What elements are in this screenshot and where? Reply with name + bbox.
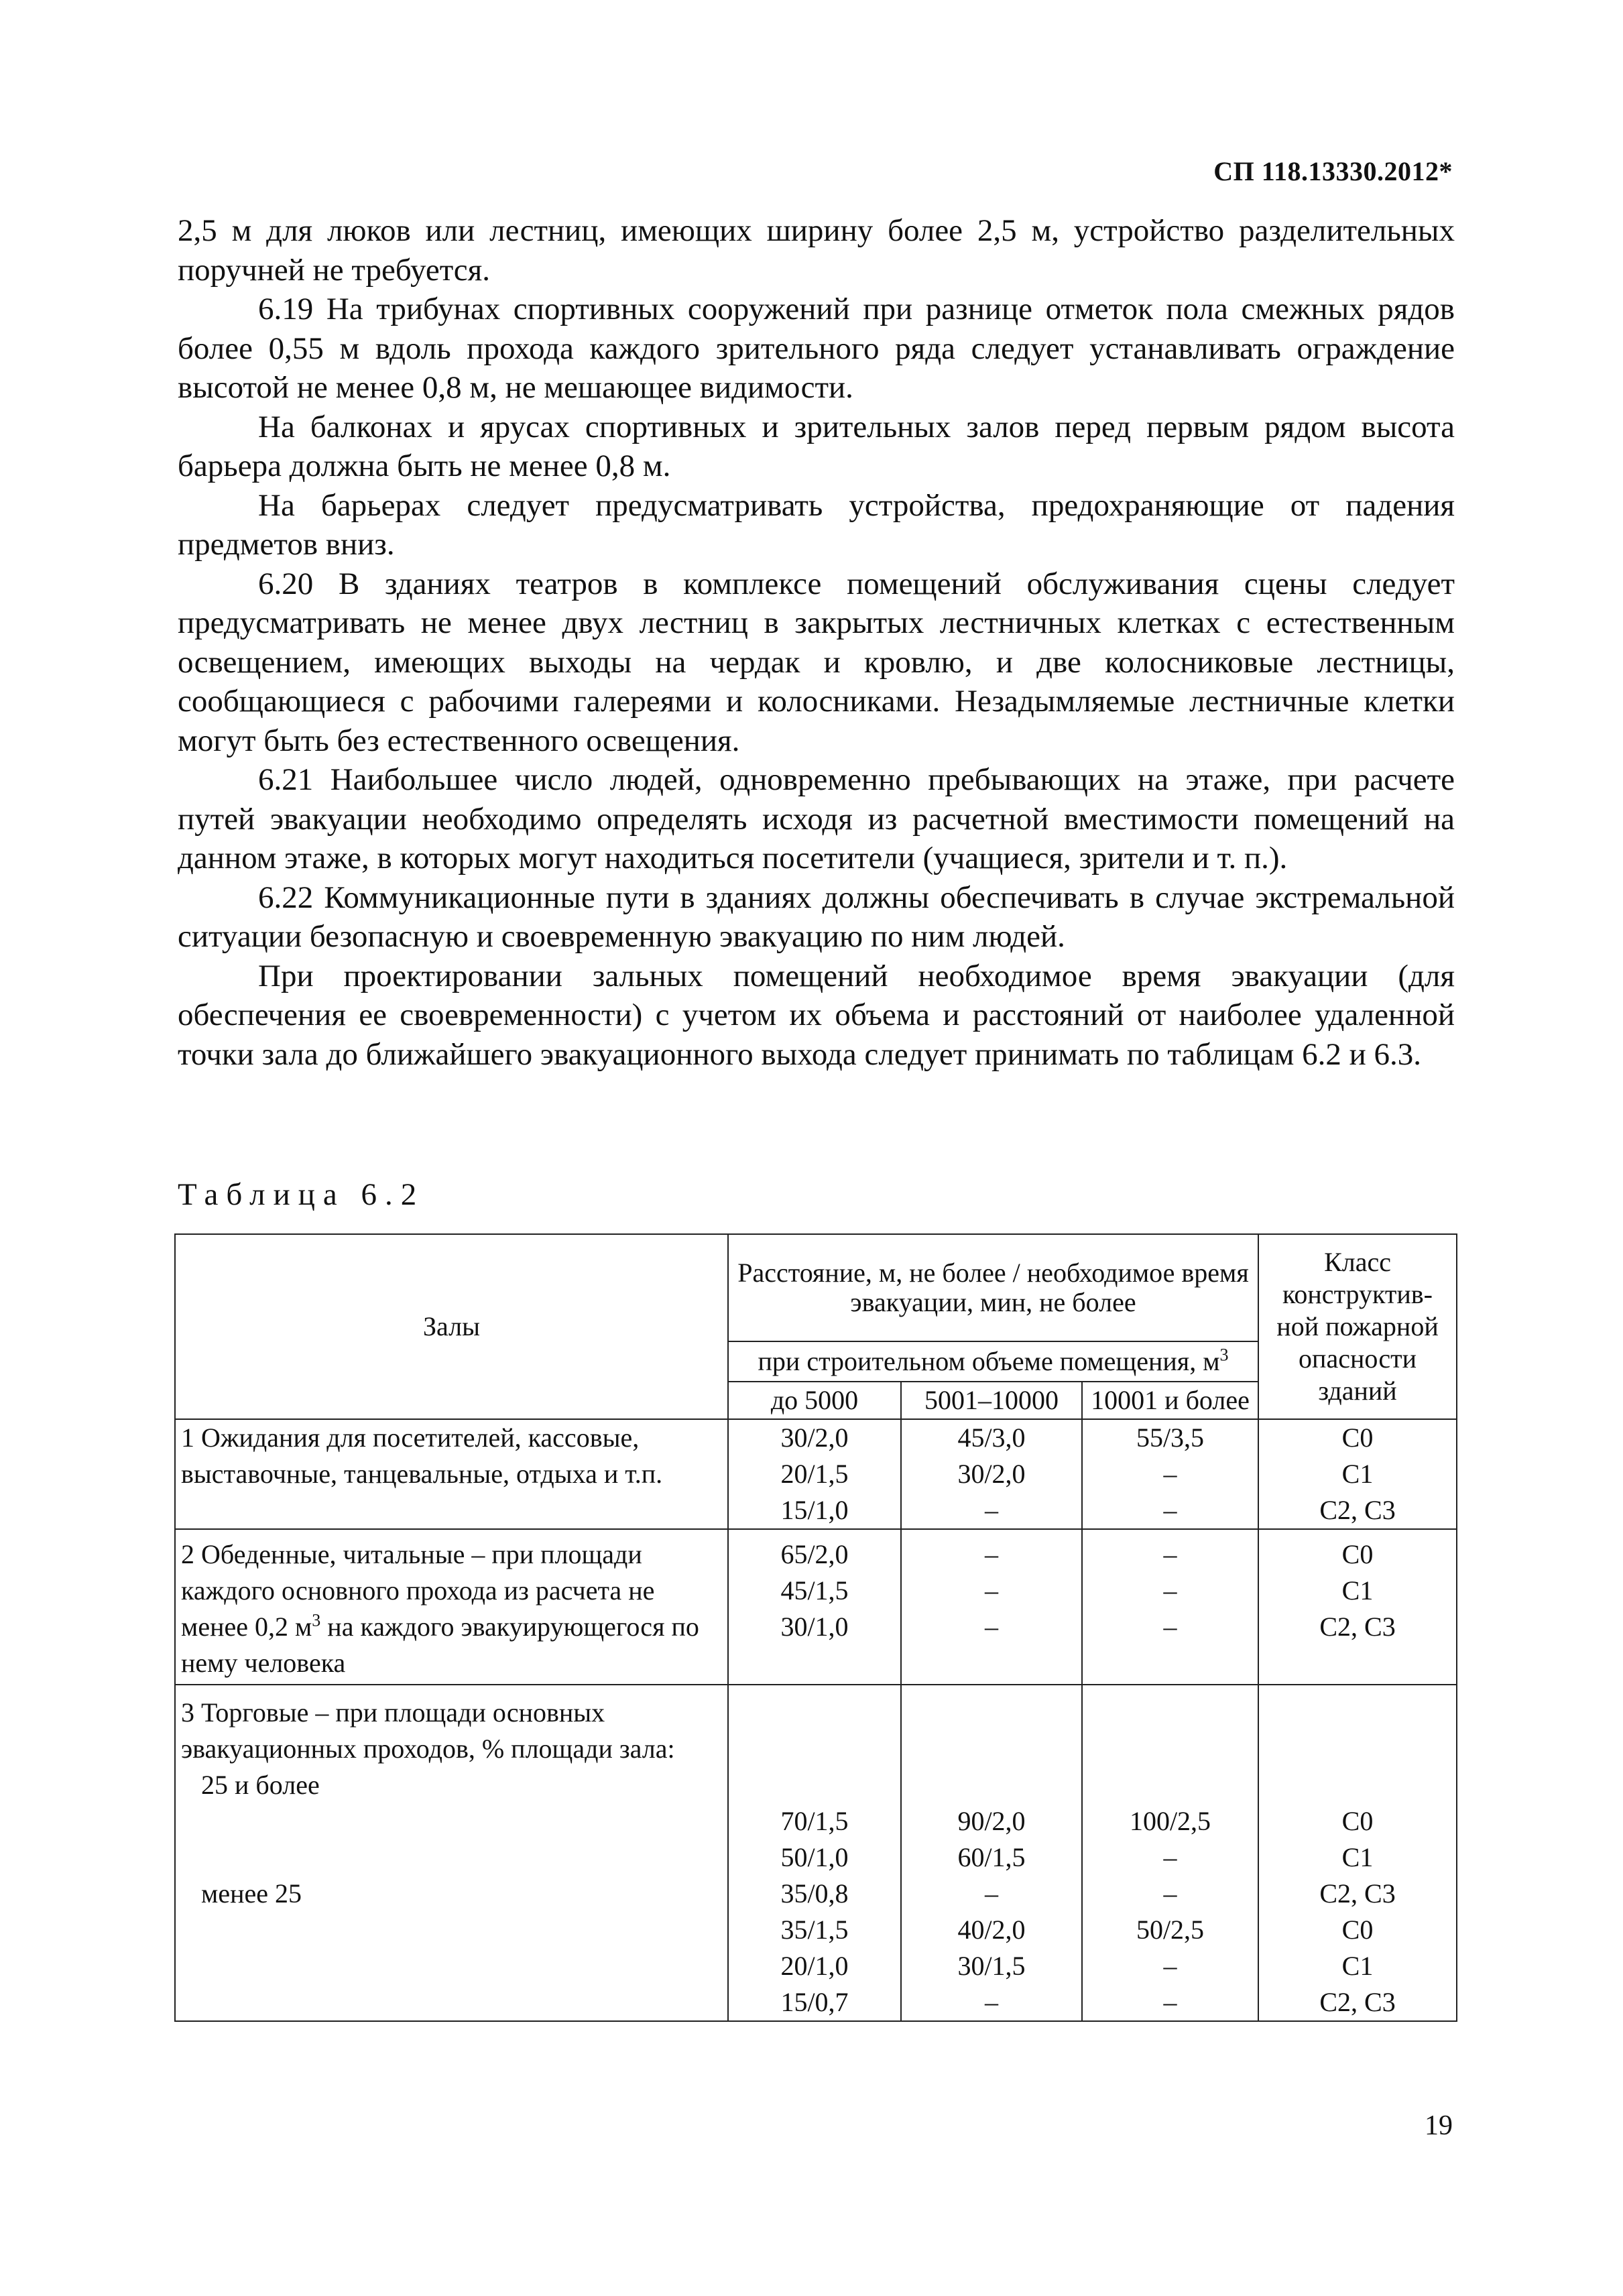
paragraph: 6.20 В зданиях театров в комплексе помещений обслуживания сцены следует предусматривать не менее двух лестниц в закрытых лестничных клетках с естественным освещением, имеющих выходы на чердак и кровлю, и две колосниковые лестницы, сообщающиеся с рабочими галереями и колосниками. Незадымляемые лестничные клетки могут быть без естественного освещения. bbox=[178, 566, 1455, 758]
paragraph: 6.21 Наибольшее число людей, одновременно пребывающих на этаже, при расчете путей эвакуации необходимо определять исходя из расчетной вместимости помещений на данном этаже, в которых могут находиться посетители (учащиеся, зрители и т. п.). bbox=[178, 762, 1455, 875]
row-label: 1 Ожидания для посетителей, кассовые, выставочные, танцевальные, отдыха и т.п. bbox=[175, 1419, 728, 1529]
cell: 100/2,5 – – 50/2,5 – – bbox=[1082, 1685, 1258, 2021]
cell: С0 С1 С2, С3 bbox=[1258, 1419, 1457, 1529]
table-title: Таблица 6.2 bbox=[178, 1177, 425, 1212]
header-distance: Расстояние, м, не более / необходимое время эвакуации, мин, не более bbox=[728, 1234, 1258, 1341]
page-number: 19 bbox=[1425, 2110, 1453, 2141]
table-header-row bbox=[175, 1234, 1457, 1341]
cell: – – – bbox=[901, 1529, 1082, 1685]
paragraph: При проектировании зальных помещений необходимое время эвакуации (для обеспечения ее своевременности) с учетом их объема и расстояний от наиболее удаленной точки зала до ближайшего эвакуационного выхода следует принимать по таблицам 6.2 и 6.3. bbox=[178, 958, 1455, 1072]
paragraph: На балконах и ярусах спортивных и зрительных залов перед первым рядом высота барьера должна быть не менее 0,8 м. bbox=[178, 409, 1455, 483]
cell: 65/2,0 45/1,5 30/1,0 bbox=[728, 1529, 901, 1685]
header-volume: при строительном объеме помещения, $м^3$ bbox=[728, 1341, 1258, 1382]
cell: С0 С1 С2, С3 bbox=[1258, 1529, 1457, 1685]
header-col-10001-plus: 10001 и более bbox=[1082, 1382, 1258, 1419]
paragraph: 2,5 м для люков или лестниц, имеющих ширину более 2,5 м, устройство разделительных поручней не требуется. bbox=[178, 213, 1455, 288]
cell: – – – bbox=[1082, 1529, 1258, 1685]
cell: С0 С1 С2, С3 С0 С1 С2, С3 bbox=[1258, 1685, 1457, 2021]
cell: 70/1,5 50/1,0 35/0,8 35/1,5 20/1,0 15/0,7 bbox=[728, 1685, 901, 2021]
row-label: 3 Торговые – при площади основных эвакуационных проходов, % площади зала: 25 и более менее 25 bbox=[175, 1685, 728, 2021]
sub-label: 25 и более bbox=[201, 1770, 320, 1800]
cell: 45/3,0 30/2,0 – bbox=[901, 1419, 1082, 1529]
cell: 30/2,0 20/1,5 15/1,0 bbox=[728, 1419, 901, 1529]
table-row bbox=[175, 1685, 1457, 2021]
table-row bbox=[175, 1529, 1457, 1685]
header-halls: Залы bbox=[175, 1234, 728, 1419]
sub-label: менее 25 bbox=[201, 1878, 302, 1909]
evacuation-table bbox=[174, 1233, 1457, 2022]
header-col-5001-10000: 5001–10000 bbox=[901, 1382, 1082, 1419]
document-code: СП 118.13330.2012* bbox=[1213, 156, 1453, 186]
paragraph: На барьерах следует предусматривать устройства, предохраняющие от падения предметов вниз. bbox=[178, 487, 1455, 562]
header-fire-class: Класс конструктив-ной пожарной опасности зданий bbox=[1258, 1234, 1457, 1419]
body-text bbox=[178, 211, 1455, 1074]
row-label: 2 Обеденные, читальные – при площади каждого основного прохода из расчета не менее 0,2 $м^3$ на каждого эвакуирующегося по нему человека bbox=[175, 1529, 728, 1685]
header-col-up-to-5000: до 5000 bbox=[728, 1382, 901, 1419]
paragraph: 6.19 На трибунах спортивных сооружений при разнице отметок пола смежных рядов более 0,55 м вдоль прохода каждого зрительного ряда следует устанавливать ограждение высотой не менее 0,8 м, не мешающее видимости. bbox=[178, 292, 1455, 405]
cell: 55/3,5 – – bbox=[1082, 1419, 1258, 1529]
cell: 90/2,0 60/1,5 – 40/2,0 30/1,5 – bbox=[901, 1685, 1082, 2021]
table-row bbox=[175, 1419, 1457, 1529]
paragraph: 6.22 Коммуникационные пути в зданиях должны обеспечивать в случае экстремальной ситуации безопасную и своевременную эвакуацию по ним людей. bbox=[178, 880, 1455, 954]
